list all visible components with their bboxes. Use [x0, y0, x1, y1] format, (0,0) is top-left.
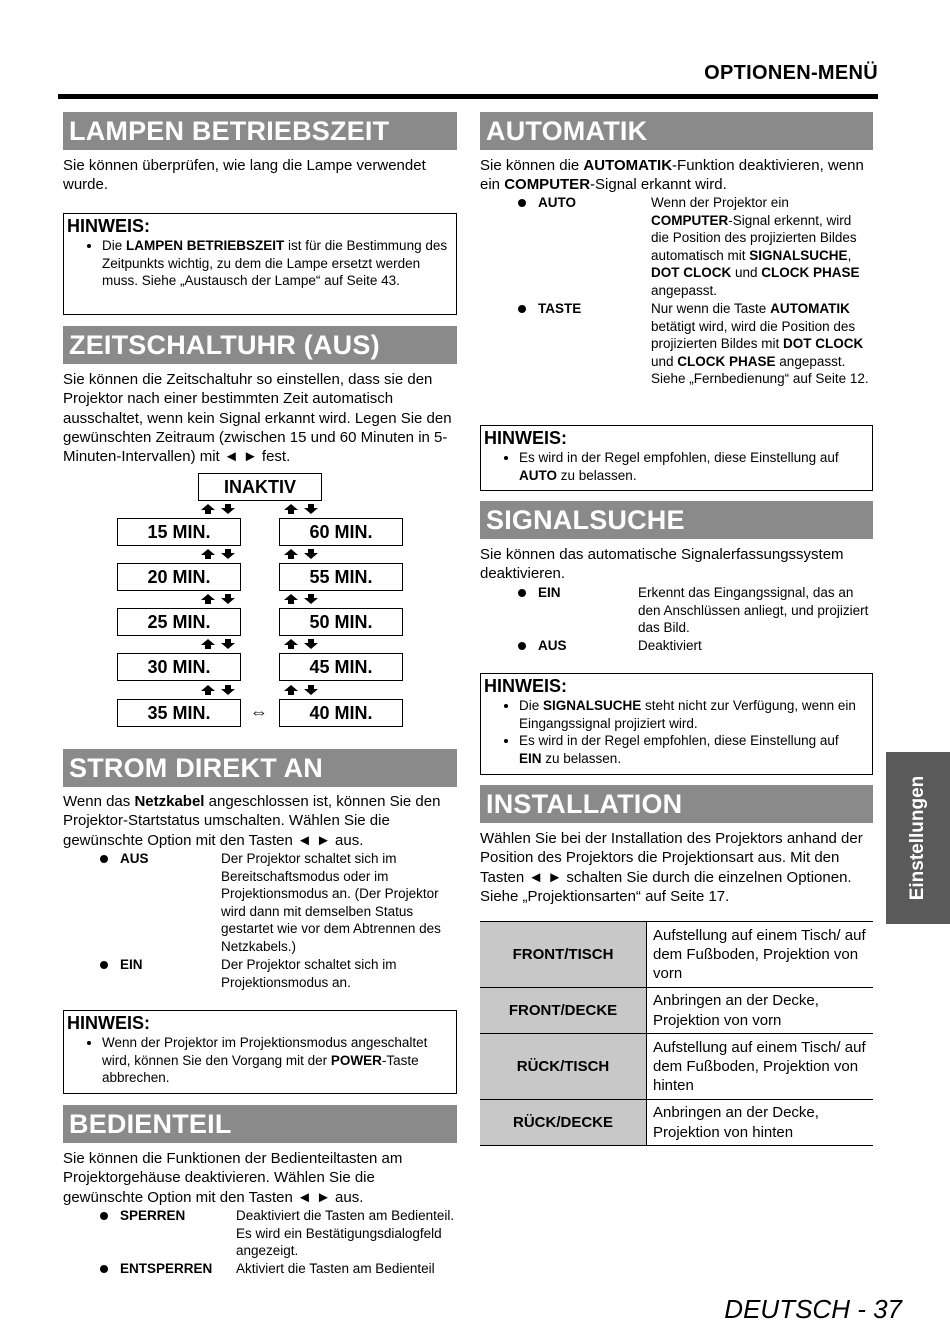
signalsuche-option-ein: [518, 584, 873, 636]
footer-language: DEUTSCH: [724, 1294, 850, 1324]
up-down-arrows-icon: [282, 549, 326, 559]
up-down-arrows-icon: [282, 504, 326, 514]
note-list: [481, 697, 872, 773]
note-heading: HINWEIS:: [484, 428, 567, 448]
header-rule: [58, 94, 878, 99]
lampen-note: [63, 213, 457, 315]
automatik-note: [480, 425, 873, 491]
option-label: SPERREN: [120, 1208, 186, 1223]
note-heading: HINWEIS:: [484, 676, 567, 696]
note-item: • Es wird in der Regel empfohlen, diese Einstellung auf EIN zu belassen.: [519, 732, 864, 767]
up-down-arrows-icon: [199, 504, 243, 514]
installation-table: [480, 921, 873, 1146]
note-heading: HINWEIS:: [67, 216, 150, 236]
installation-intro: Wählen Sie bei der Installation des Projektors anhand der Position des Projektors die Projektionsart aus. Mit den Tasten ◄ ► schalten Sie durch die einzelnen Optionen. Siehe „Projektionsarten“ auf Seite 17.: [480, 830, 863, 905]
up-down-arrows-icon: [199, 594, 243, 604]
table-cell-mode: FRONT/DECKE: [480, 988, 647, 1034]
signalsuche-note: [480, 673, 873, 775]
up-down-arrows-icon: [282, 639, 326, 649]
timer-option-left: 30 MIN.: [117, 653, 241, 681]
section-title-installation: INSTALLATION: [480, 785, 873, 823]
table-cell-mode: RÜCK/DECKE: [480, 1100, 647, 1146]
note-list: [64, 237, 456, 296]
note-item: • Die LAMPEN BETRIEBSZEIT ist für die Bestimmung des Zeitpunkts wichtig, zu dem die Lampe ersetzt werden muss. Siehe „Austausch der Lampe“ auf Seite 43.: [102, 237, 448, 290]
bedienteil-option-sperren: [100, 1207, 460, 1259]
up-down-arrows-icon: [199, 639, 243, 649]
page-footer: [724, 1294, 902, 1325]
table-row: [480, 1100, 873, 1146]
bullet: [518, 642, 526, 650]
bullet: [100, 961, 108, 969]
option-desc: Deaktiviert die Tasten am Bedienteil. Es wird ein Bestätigungsdialogfeld angezeigt.: [236, 1208, 455, 1259]
signalsuche-option-aus: [518, 637, 873, 655]
strom-intro: Wenn das Netzkabel angeschlossen ist, können Sie den Projektor-Startstatus umschalten. Wählen Sie die gewünschte Option mit den Tasten ◄ ► aus.: [63, 793, 441, 849]
table-cell-desc: Aufstellung auf einem Tisch/ auf dem Fußboden, Projektion von vorn: [647, 922, 874, 988]
strom-note: [63, 1010, 457, 1094]
bedienteil-intro: Sie können die Funktionen der Bedienteiltasten am Projektorgehäuse deaktivieren. Wählen Sie die gewünschte Option mit den Tasten ◄ ► aus.: [63, 1150, 403, 1206]
option-desc: Erkennt das Eingangssignal, das an den Anschlüssen anliegt, und projiziert das Bild.: [638, 585, 869, 636]
timer-option-right: 45 MIN.: [279, 653, 403, 681]
table-row: [480, 922, 873, 988]
table-row: [480, 988, 873, 1034]
note-item: • Es wird in der Regel empfohlen, diese Einstellung auf AUTO zu belassen.: [519, 449, 864, 484]
zeitschaltuhr-intro: Sie können die Zeitschaltuhr so einstellen, dass sie den Projektor nach einer bestimmten Zeit automatisch ausschaltet, wenn kein Signal erkannt wird. Legen Sie den gewünschten Zeitraum (zwischen 15 und 60 Minuten in 5-Minuten-Intervallen) mit ◄ ► fest.: [63, 371, 452, 466]
timer-option-left: 15 MIN.: [117, 518, 241, 546]
automatik-intro: Sie können die AUTOMATIK-Funktion deaktivieren, wenn ein COMPUTER-Signal erkannt wird.: [480, 157, 864, 194]
timer-option-left: 25 MIN.: [117, 608, 241, 636]
timer-option-right: 50 MIN.: [279, 608, 403, 636]
option-label: EIN: [120, 957, 143, 972]
timer-option-right: 60 MIN.: [279, 518, 403, 546]
bullet: [518, 199, 526, 207]
table-cell-desc: Aufstellung auf einem Tisch/ auf dem Fußboden, Projektion von hinten: [647, 1034, 874, 1100]
automatik-option-auto: [518, 194, 873, 298]
timer-option-inaktiv: INAKTIV: [198, 473, 322, 501]
automatik-option-taste: [518, 300, 873, 387]
table-cell-mode: RÜCK/TISCH: [480, 1034, 647, 1100]
bullet: [100, 1265, 108, 1273]
option-desc: Aktiviert die Tasten am Bedienteil: [236, 1261, 435, 1276]
option-label: AUS: [120, 851, 149, 866]
note-item: • Wenn der Projektor im Projektionsmodus angeschaltet wird, können Sie den Vorgang mit der POWER-Taste abbrechen.: [102, 1034, 448, 1087]
bullet: [518, 305, 526, 313]
timer-option-right: 55 MIN.: [279, 563, 403, 591]
option-desc: Nur wenn die Taste AUTOMATIK betätigt wird, wird die Position des projizierten Bildes mit DOT CLOCK und CLOCK PHASE angepasst. Siehe „Fernbedienung“ auf Seite 12.: [651, 301, 869, 387]
strom-option-aus: [100, 850, 460, 954]
section-title-lampen: LAMPEN BETRIEBSZEIT: [63, 112, 457, 150]
note-item: • Die SIGNALSUCHE steht nicht zur Verfügung, wenn ein Eingangssignal projiziert wird.: [519, 697, 864, 732]
lampen-intro: Sie können überprüfen, wie lang die Lampe verwendet wurde.: [63, 157, 426, 194]
up-down-arrows-icon: [199, 549, 243, 559]
footer-separator: -: [849, 1294, 874, 1324]
option-label: TASTE: [538, 301, 582, 316]
timer-option-right: 40 MIN.: [279, 699, 403, 727]
bullet: [518, 589, 526, 597]
table-cell-desc: Anbringen an der Decke, Projektion von vorn: [647, 988, 874, 1034]
table-row: [480, 1034, 873, 1100]
bullet: [100, 1212, 108, 1220]
table-cell-mode: FRONT/TISCH: [480, 922, 647, 988]
section-title-bedienteil: BEDIENTEIL: [63, 1105, 457, 1143]
note-heading: HINWEIS:: [67, 1013, 150, 1033]
option-label: ENTSPERREN: [120, 1261, 213, 1276]
side-tab-label: Einstellungen: [907, 775, 928, 901]
option-desc: Wenn der Projektor ein COMPUTER-Signal erkennt, wird die Position des projizierten Bildes automatisch mit SIGNALSUCHE, DOT CLOCK und CLOCK PHASE angepasst.: [651, 195, 860, 298]
up-down-arrows-icon: [199, 685, 243, 695]
note-list: [64, 1034, 456, 1093]
option-label: AUS: [538, 638, 567, 653]
bedienteil-option-entsperren: [100, 1260, 460, 1278]
side-tab: [886, 752, 950, 924]
section-title-signalsuche: SIGNALSUCHE: [480, 501, 873, 539]
timer-option-left: 35 MIN.: [117, 699, 241, 727]
note-list: [481, 449, 872, 490]
left-right-arrow-icon: ⇔: [250, 702, 268, 722]
page-header: OPTIONEN-MENÜ: [704, 62, 878, 84]
section-title-automatik: AUTOMATIK: [480, 112, 873, 150]
page-number: 37: [873, 1294, 902, 1324]
option-desc: Der Projektor schaltet sich im Bereitschaftsmodus oder im Projektionsmodus an. (Der Projektor wird dann mit demselben Status gestartet wie vor dem Abtrennen des Netzkabels.): [221, 851, 441, 954]
up-down-arrows-icon: [282, 685, 326, 695]
up-down-arrows-icon: [282, 594, 326, 604]
timer-option-left: 20 MIN.: [117, 563, 241, 591]
option-desc: Deaktiviert: [638, 638, 702, 653]
option-desc: Der Projektor schaltet sich im Projektionsmodus an.: [221, 957, 397, 990]
section-title-strom: STROM DIREKT AN: [63, 749, 457, 787]
option-label: AUTO: [538, 195, 577, 210]
strom-option-ein: [100, 956, 460, 990]
table-cell-desc: Anbringen an der Decke, Projektion von hinten: [647, 1100, 874, 1146]
section-title-zeitschaltuhr: ZEITSCHALTUHR (AUS): [63, 326, 457, 364]
option-label: EIN: [538, 585, 561, 600]
bullet: [100, 855, 108, 863]
signalsuche-intro: Sie können das automatische Signalerfassungssystem deaktivieren.: [480, 546, 844, 583]
